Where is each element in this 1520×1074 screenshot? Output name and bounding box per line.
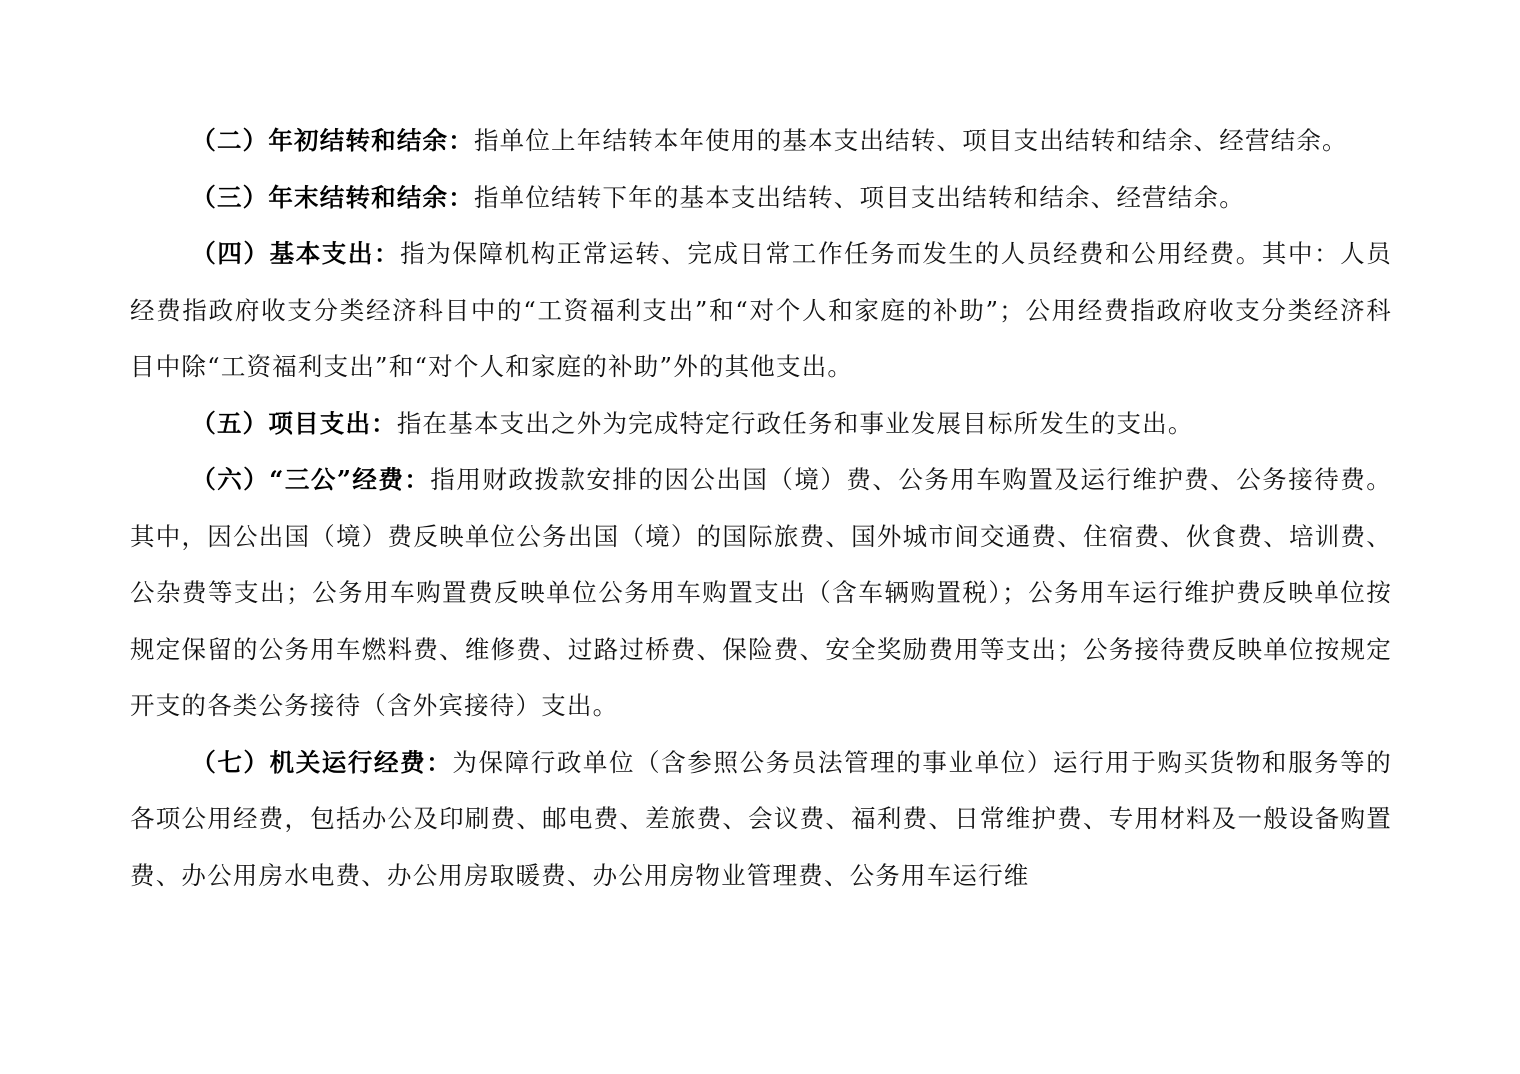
paragraph-year-start-carryover	[130, 113, 1392, 170]
term-heading: （五）项目支出：	[191, 408, 397, 438]
paragraph-operating-expenses	[130, 735, 1392, 905]
paragraph-body: 指单位结转下年的基本支出结转、项目支出结转和结余、经营结余。	[473, 182, 1245, 212]
paragraph-project-expenditure	[130, 396, 1392, 453]
term-heading: （七）机关运行经费：	[191, 747, 453, 777]
paragraph-body: 指单位上年结转本年使用的基本支出结转、项目支出结转和结余、经营结余。	[473, 126, 1348, 155]
term-heading: （四）基本支出：	[191, 239, 401, 268]
term-heading: （三）年末结转和结余：	[191, 182, 474, 212]
paragraph-body: 指用财政拨款安排的因公出国（境）费、公务用车购置及运行维护费、公务接待费。其中，因公出国（境）费反映单位公务出国（境）的国际旅费、国外城市间交通费、住宿费、伙食费、培训费、公杂费等支出；公务用车购置费反映单位公务用车购置支出（含车辆购置税）；公务用车运行维护费反映单位按规定保留的公务用车燃料费、维修费、过路过桥费、保险费、安全奖励费用等支出；公务接待费反映单位按规定开支的各类公务接待（含外宾接待）支出。	[130, 465, 1392, 720]
paragraph-body: 指在基本支出之外为完成特定行政任务和事业发展目标所发生的支出。	[396, 408, 1194, 438]
paragraph-body: 指为保障机构正常运转、完成日常工作任务而发生的人员经费和公用经费。其中：人员经费指政府收支分类经济科目中的“工资福利支出”和“对个人和家庭的补助”；公用经费指政府收支分类经济科目中除“工资福利支出”和“对个人和家庭的补助”外的其他支出。	[130, 239, 1392, 381]
term-heading: （六）“三公”经费：	[191, 465, 431, 494]
paragraph-body: 为保障行政单位（含参照公务员法管理的事业单位）运行用于购买货物和服务等的各项公用经费，包括办公及印刷费、邮电费、差旅费、会议费、福利费、日常维护费、专用材料及一般设备购置费、办公用房水电费、办公用房取暖费、办公用房物业管理费、公务用车运行维	[130, 747, 1392, 890]
paragraph-year-end-carryover	[130, 170, 1392, 227]
paragraph-basic-expenditure	[130, 226, 1392, 396]
paragraph-three-public-expenses	[130, 452, 1392, 735]
term-heading: （二）年初结转和结余：	[191, 126, 474, 155]
document-page	[130, 113, 1392, 904]
